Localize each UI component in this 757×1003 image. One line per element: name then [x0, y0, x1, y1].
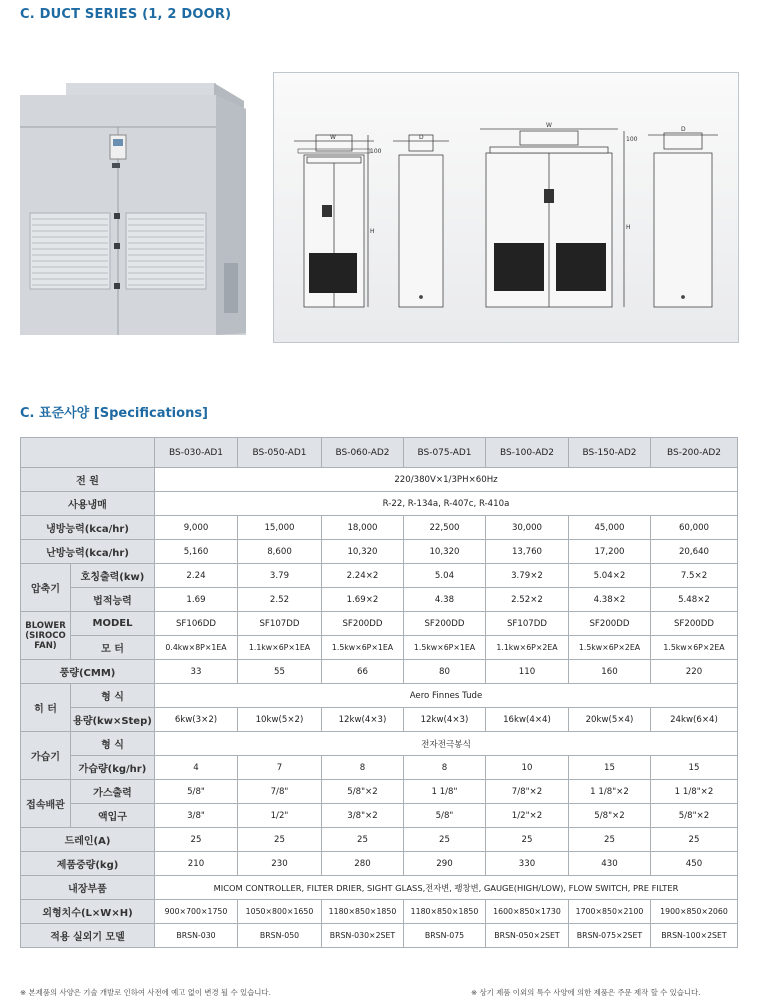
row-label-piping-liquid: 액입구: [71, 804, 155, 828]
cell: 1600×850×1730: [486, 900, 569, 924]
model-header: BS-150-AD2: [569, 438, 651, 468]
cell: 1 1/8"×2: [651, 780, 738, 804]
cell: 900×700×1750: [155, 900, 238, 924]
blower-label-line: (SIROCO: [25, 630, 66, 641]
cell: 25: [404, 828, 486, 852]
cell: 10,320: [404, 540, 486, 564]
cell: 5.48×2: [651, 588, 738, 612]
cell: BRSN-030×2SET: [322, 924, 404, 948]
cell: 7.5×2: [651, 564, 738, 588]
cell: 16kw(4×4): [486, 708, 569, 732]
refrigerant-value: R-22, R-134a, R-407c, R-410a: [155, 492, 738, 516]
cell: 15,000: [238, 516, 322, 540]
cell: 1.69: [155, 588, 238, 612]
drawing-label-h2: H: [626, 224, 631, 231]
cell: 5.04×2: [569, 564, 651, 588]
cell: 2.24: [155, 564, 238, 588]
row-label-humidifier-amount: 가습량(kg/hr): [71, 756, 155, 780]
cell: 210: [155, 852, 238, 876]
row-label-heater: 히 터: [21, 684, 71, 732]
cell: SF200DD: [404, 612, 486, 636]
cell: 7/8": [238, 780, 322, 804]
blower-label-line: BLOWER: [25, 620, 66, 631]
cell: 25: [238, 828, 322, 852]
cell: 5/8"×2: [322, 780, 404, 804]
cell: 30,000: [486, 516, 569, 540]
cell: 1.1kw×6P×1EA: [238, 636, 322, 660]
cell: 10kw(5×2): [238, 708, 322, 732]
row-label-dimensions: 외형치수(L×W×H): [21, 900, 155, 924]
cell: 3/8": [155, 804, 238, 828]
footnote-left: ※ 본제품의 사양은 기술 개발로 인하여 사전에 예고 없이 변경 될 수 있습니다.: [20, 988, 271, 997]
cell: 9,000: [155, 516, 238, 540]
drawing-label-top2: 100: [626, 136, 638, 143]
row-label-blower-motor: 모 터: [71, 636, 155, 660]
product-photo: [14, 83, 264, 341]
drawing-label-top1: 100: [370, 148, 382, 155]
cell: 80: [404, 660, 486, 684]
heater-type-value: Aero Finnes Tude: [155, 684, 738, 708]
drawing-label-w2: W: [546, 122, 552, 129]
row-label-piping: 접속배관: [21, 780, 71, 828]
cell: 7/8"×2: [486, 780, 569, 804]
cell: 25: [486, 828, 569, 852]
cell: 17,200: [569, 540, 651, 564]
cell: 15: [651, 756, 738, 780]
cell: SF200DD: [322, 612, 404, 636]
cell: 1.69×2: [322, 588, 404, 612]
cell: BRSN-075: [404, 924, 486, 948]
spec-table: [20, 437, 738, 948]
cell: 4: [155, 756, 238, 780]
cell: 1.5kw×6P×2EA: [651, 636, 738, 660]
cell: 20,640: [651, 540, 738, 564]
cell: 5.04: [404, 564, 486, 588]
cell: 45,000: [569, 516, 651, 540]
table-row: [21, 924, 738, 948]
row-label-compressor-legal: 법적능력: [71, 588, 155, 612]
cell: 430: [569, 852, 651, 876]
cell: 330: [486, 852, 569, 876]
drawing-label-d2: D: [681, 126, 686, 133]
cell: 60,000: [651, 516, 738, 540]
cell: 6kw(3×2): [155, 708, 238, 732]
cell: BRSN-075×2SET: [569, 924, 651, 948]
cell: 25: [569, 828, 651, 852]
cell: 1.5kw×6P×1EA: [322, 636, 404, 660]
table-row: [21, 756, 738, 780]
cell: 110: [486, 660, 569, 684]
model-header: BS-030-AD1: [155, 438, 238, 468]
table-header-row: [21, 438, 738, 468]
cell: 8,600: [238, 540, 322, 564]
table-row: [21, 516, 738, 540]
cell: 1180×850×1850: [404, 900, 486, 924]
cell: 2.52: [238, 588, 322, 612]
cell: BRSN-030: [155, 924, 238, 948]
cell: 5,160: [155, 540, 238, 564]
cell: 10,320: [322, 540, 404, 564]
table-row: [21, 900, 738, 924]
cell: BRSN-100×2SET: [651, 924, 738, 948]
table-row: [21, 708, 738, 732]
cell: 1.5kw×6P×1EA: [404, 636, 486, 660]
table-row: [21, 828, 738, 852]
row-label-airflow: 풍량(CMM): [21, 660, 155, 684]
cell: SF107DD: [486, 612, 569, 636]
row-label-heating: 난방능력(kca/hr): [21, 540, 155, 564]
row-label-compressor-nominal: 호칭출력(kw): [71, 564, 155, 588]
blower-label-line: FAN): [34, 640, 57, 651]
cell: 1 1/8": [404, 780, 486, 804]
cell: 3/8"×2: [322, 804, 404, 828]
cell: 15: [569, 756, 651, 780]
row-label-refrigerant: 사용냉매: [21, 492, 155, 516]
table-row: [21, 636, 738, 660]
cell: 5/8": [404, 804, 486, 828]
table-row: [21, 588, 738, 612]
cell: 25: [155, 828, 238, 852]
drawing-label-w1: W: [330, 134, 336, 141]
cell: 12kw(4×3): [404, 708, 486, 732]
model-header: BS-100-AD2: [486, 438, 569, 468]
cell: 1050×800×1650: [238, 900, 322, 924]
cell: 10: [486, 756, 569, 780]
cell: 8: [404, 756, 486, 780]
row-label-drain: 드레인(A): [21, 828, 155, 852]
cell: BRSN-050: [238, 924, 322, 948]
table-row: [21, 852, 738, 876]
cell: 55: [238, 660, 322, 684]
row-label-power: 전 원: [21, 468, 155, 492]
table-row: [21, 732, 738, 756]
row-label-outdoor: 적용 실외기 모델: [21, 924, 155, 948]
table-row: [21, 612, 738, 636]
cell: 13,760: [486, 540, 569, 564]
cell: 1180×850×1850: [322, 900, 404, 924]
drawing-label-d1: D: [419, 134, 424, 141]
cell: SF107DD: [238, 612, 322, 636]
cell: 3.79: [238, 564, 322, 588]
cell: 20kw(5×4): [569, 708, 651, 732]
table-row: [21, 684, 738, 708]
cell: 66: [322, 660, 404, 684]
cell: 4.38: [404, 588, 486, 612]
table-row: [21, 564, 738, 588]
cell: 3.79×2: [486, 564, 569, 588]
cell: 5/8": [155, 780, 238, 804]
cell: 4.38×2: [569, 588, 651, 612]
cell: 12kw(4×3): [322, 708, 404, 732]
row-label-heater-type: 형 식: [71, 684, 155, 708]
cell: 1/2"×2: [486, 804, 569, 828]
cell: 1900×850×2060: [651, 900, 738, 924]
row-label-humidifier: 가습기: [21, 732, 71, 780]
cell: 280: [322, 852, 404, 876]
cell: SF106DD: [155, 612, 238, 636]
power-value: 220/380V×1/3PH×60Hz: [155, 468, 738, 492]
table-row: [21, 540, 738, 564]
row-label-weight: 제품중량(kg): [21, 852, 155, 876]
row-label-cooling: 냉방능력(kca/hr): [21, 516, 155, 540]
spec-title: C. 표준사양 [Specifications]: [20, 406, 209, 421]
cell: 1700×850×2100: [569, 900, 651, 924]
cell: 25: [651, 828, 738, 852]
cell: 8: [322, 756, 404, 780]
cell: 290: [404, 852, 486, 876]
cell: 33: [155, 660, 238, 684]
row-label-blower: [21, 612, 71, 660]
row-label-compressor: 압축기: [21, 564, 71, 612]
table-row: [21, 468, 738, 492]
dimension-drawings: [273, 72, 739, 343]
table-row: [21, 804, 738, 828]
table-row: [21, 876, 738, 900]
drawing-label-h1: H: [370, 228, 375, 235]
cell: SF200DD: [569, 612, 651, 636]
cell: 160: [569, 660, 651, 684]
cell: 1 1/8"×2: [569, 780, 651, 804]
cell: 2.52×2: [486, 588, 569, 612]
cell: 5/8"×2: [651, 804, 738, 828]
cell: 2.24×2: [322, 564, 404, 588]
cell: 18,000: [322, 516, 404, 540]
cell: SF200DD: [651, 612, 738, 636]
row-label-blower-model: MODEL: [71, 612, 155, 636]
cell: 1/2": [238, 804, 322, 828]
model-header: BS-200-AD2: [651, 438, 738, 468]
table-row: [21, 492, 738, 516]
cell: 1.5kw×6P×2EA: [569, 636, 651, 660]
cell: BRSN-050×2SET: [486, 924, 569, 948]
footnote-right: ※ 상기 제품 이외의 특수 사양에 의한 제품은 주문 제작 할 수 있습니다.: [471, 988, 701, 997]
cell: 0.4kw×8P×1EA: [155, 636, 238, 660]
humidifier-type-value: 전자전극봉식: [155, 732, 738, 756]
cell: 450: [651, 852, 738, 876]
cell: 7: [238, 756, 322, 780]
cell: 230: [238, 852, 322, 876]
row-label-heater-capacity: 용량(kw×Step): [71, 708, 155, 732]
table-row: [21, 780, 738, 804]
cell: 25: [322, 828, 404, 852]
model-header: BS-075-AD1: [404, 438, 486, 468]
section-title: C. DUCT SERIES (1, 2 DOOR): [20, 7, 232, 22]
row-label-piping-gas: 가스출력: [71, 780, 155, 804]
row-label-humidifier-type: 형 식: [71, 732, 155, 756]
model-header: BS-060-AD2: [322, 438, 404, 468]
model-header: BS-050-AD1: [238, 438, 322, 468]
cell: 1.1kw×6P×2EA: [486, 636, 569, 660]
cell: 5/8"×2: [569, 804, 651, 828]
row-label-parts: 내장부품: [21, 876, 155, 900]
table-row: [21, 660, 738, 684]
cell: 22,500: [404, 516, 486, 540]
cell: 220: [651, 660, 738, 684]
parts-value: MICOM CONTROLLER, FILTER DRIER, SIGHT GLASS,전자변, 팽창변, GAUGE(HIGH/LOW), FLOW SWITCH, PRE FILTER: [155, 876, 738, 900]
cell: 24kw(6×4): [651, 708, 738, 732]
